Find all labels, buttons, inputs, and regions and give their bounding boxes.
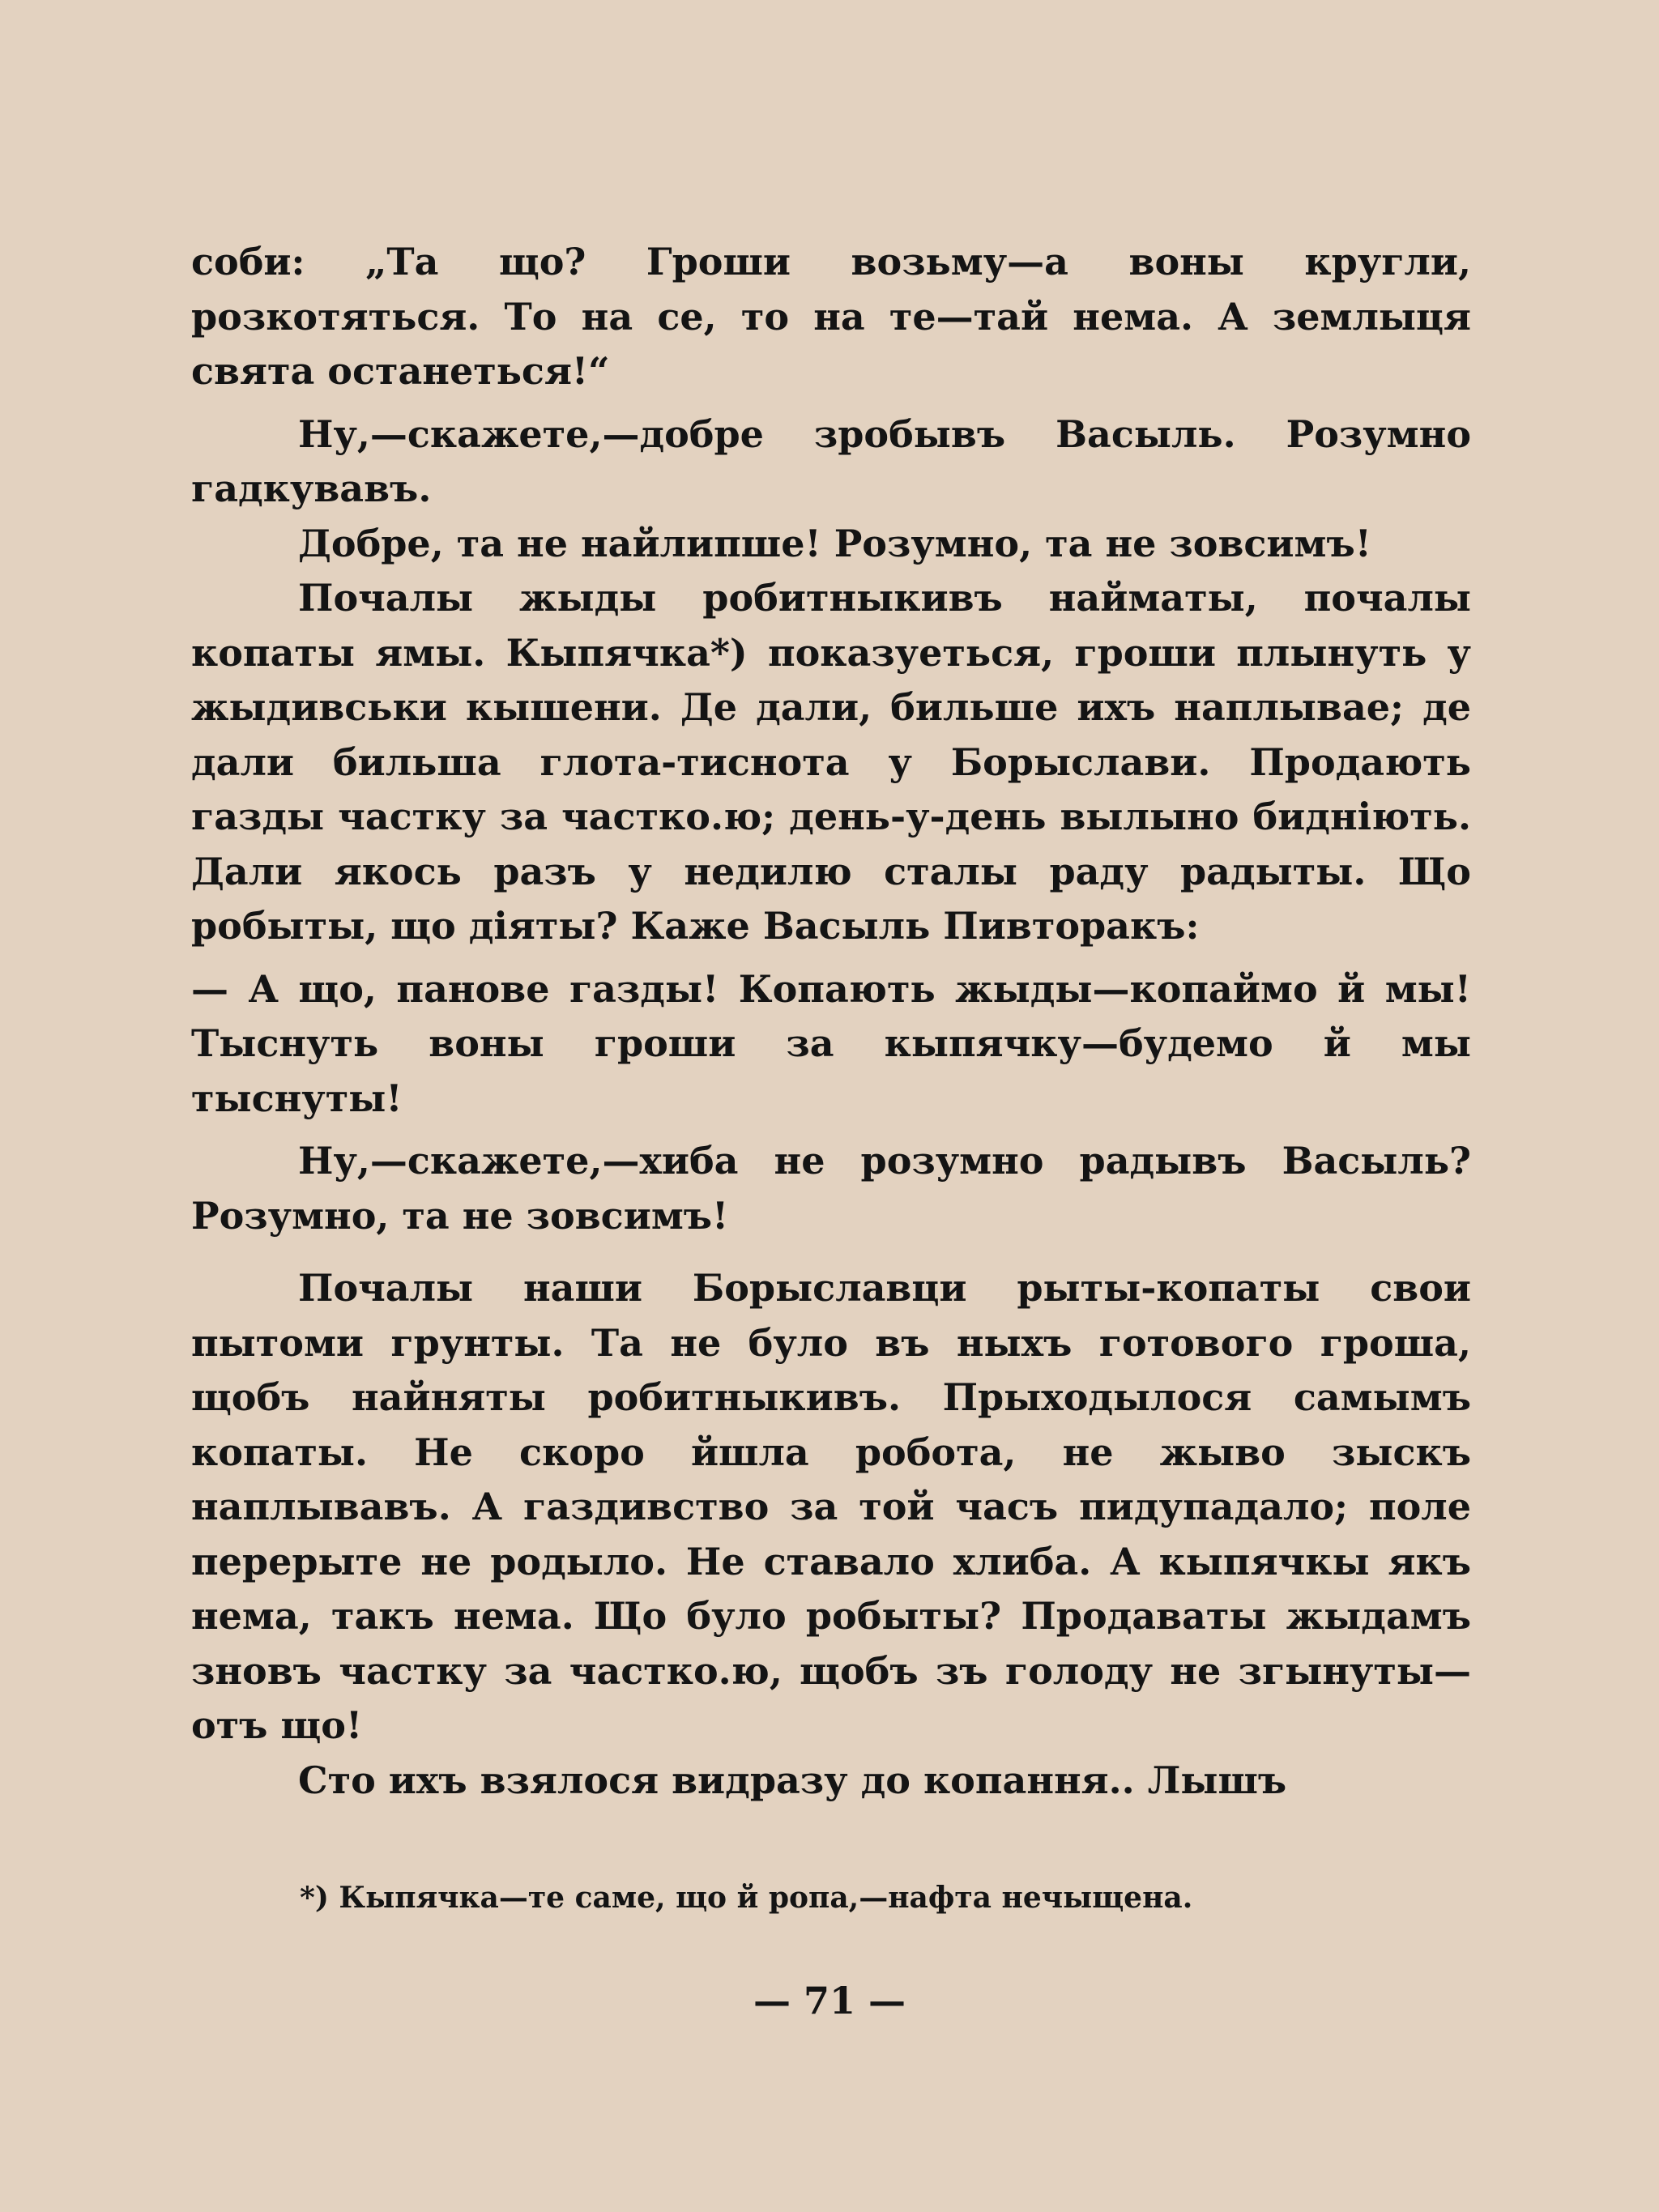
page-number: — 71 — bbox=[753, 1979, 906, 2022]
paragraph-8: Сто ихъ взялося видразу до копання.. Лышъ bbox=[298, 1758, 1287, 1802]
paragraph-5-dialogue: — А що, панове газды! Копають жыды—копаймо й мы! Тыснуть воны гроши за кыпячку—будемо й мы тыснуты! bbox=[191, 966, 1471, 1120]
paragraph-1: соби: „Та що? Гроши возьму—а воны кругли, розкотяться. То на се, то на те—тай нема. А землыця свята останеться!“ bbox=[191, 240, 1471, 393]
footnote: *) Кыпячка—те саме, що й ропа,—нафта нечыщена. bbox=[300, 1881, 1193, 1915]
main-text bbox=[191, 235, 1471, 1808]
paragraph-3: Добре, та не найлипше! Розумно, та не зовсимъ! bbox=[298, 521, 1371, 565]
paragraph-4: Почалы жыды робитныкивъ найматы, почалы копаты ямы. Кыпячка*) показуеться, гроши плынуть у жыдивськи кышени. Де дали, бильше ихъ наплывае; де дали бильша глота-тиснота у Борыслави. Продають газды частку за частко.ю; день-у-день вылыно биднiють. Дали якось разъ у недилю сталы раду радыты. Що робыты, що дiяты? Каже Васыль Пивторакъ: bbox=[191, 576, 1471, 948]
paragraph-2: Ну,—скажете,—добре зробывъ Васыль. Розумно гадкувавъ. bbox=[191, 411, 1471, 510]
paragraph-6: Ну,—скажете,—хиба не розумно радывъ Васыль? Розумно, та не зовсимъ! bbox=[191, 1139, 1471, 1238]
paragraph-7: Почалы наши Борыславци рыты-копаты свои пытоми грунты. Та не було въ ныхъ готового гроша, щобъ найняты робитныкивъ. Прыходылося самымъ копаты. Не скоро йшла робота, не жыво зыскъ наплывавъ. А газдивство за той часъ пидупадало; поле перерыте не родыло. Не ставало хлиба. А кыпячкы якъ нема, такъ нема. Що було робыты? Продаваты жыдамъ зновъ частку за частко.ю, щобъ зъ голоду не згынуты—отъ що! bbox=[191, 1266, 1471, 1747]
